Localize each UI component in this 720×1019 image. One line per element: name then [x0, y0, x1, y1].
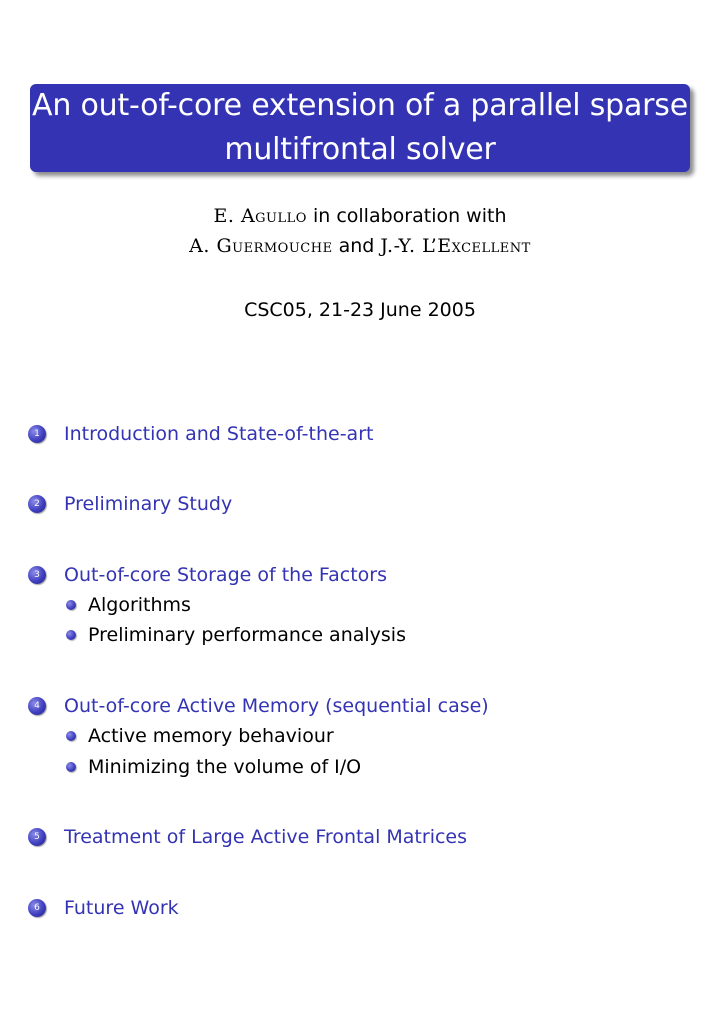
- bullet-icon: [66, 630, 76, 640]
- toc-sublink-memory-behaviour[interactable]: Active memory behaviour: [88, 725, 334, 747]
- authors-collab-text: in collaboration with: [306, 205, 507, 227]
- section-number-ball: 6: [28, 899, 46, 917]
- authors-line-1: [0, 201, 720, 231]
- author-name-agullo: E. Agullo: [213, 205, 307, 227]
- toc-link-storage-factors[interactable]: Out-of-core Storage of the Factors: [64, 564, 387, 586]
- author-name-guermouche: A. Guermouche: [189, 235, 333, 257]
- toc-item-1[interactable]: [28, 421, 373, 447]
- toc-subitem[interactable]: [66, 622, 406, 648]
- conference-date: CSC05, 21-23 June 2005: [244, 299, 476, 321]
- bullet-icon: [66, 731, 76, 741]
- section-number-ball: 5: [28, 828, 46, 846]
- author-name-lexcellent: J.-Y. L’Excellent: [380, 235, 531, 257]
- toc-link-active-memory[interactable]: Out-of-core Active Memory (sequential case): [64, 695, 489, 717]
- toc-link-future-work[interactable]: Future Work: [64, 897, 179, 919]
- bullet-icon: [66, 762, 76, 772]
- toc-sublink-io-volume[interactable]: Minimizing the volume of I/O: [88, 756, 362, 778]
- toc-subitem[interactable]: [66, 723, 334, 749]
- title-line-2: multifrontal solver: [224, 132, 496, 167]
- toc-sublink-performance[interactable]: Preliminary performance analysis: [88, 624, 406, 646]
- toc-subitem[interactable]: [66, 592, 191, 618]
- toc-subitem[interactable]: [66, 754, 361, 780]
- toc-item-4[interactable]: [28, 693, 489, 719]
- toc-link-frontal-matrices[interactable]: Treatment of Large Active Frontal Matrices: [64, 826, 468, 848]
- section-number-ball: 2: [28, 495, 46, 513]
- toc-link-preliminary-study[interactable]: Preliminary Study: [64, 493, 233, 515]
- section-number-ball: 3: [28, 566, 46, 584]
- toc-item-6[interactable]: [28, 895, 179, 921]
- toc-link-introduction[interactable]: Introduction and State-of-the-art: [64, 423, 374, 445]
- toc-item-5[interactable]: [28, 824, 467, 850]
- bullet-icon: [66, 600, 76, 610]
- authors-line-2: [0, 231, 720, 261]
- title-box: [30, 84, 690, 172]
- title-line-1: An out-of-core extension of a parallel sparse: [32, 88, 688, 123]
- authors-and-text: and: [332, 235, 381, 257]
- section-number-ball: 4: [28, 697, 46, 715]
- toc-item-3[interactable]: [28, 562, 387, 588]
- section-number-ball: 1: [28, 425, 46, 443]
- toc-item-2[interactable]: [28, 491, 232, 517]
- toc-sublink-algorithms[interactable]: Algorithms: [88, 594, 191, 616]
